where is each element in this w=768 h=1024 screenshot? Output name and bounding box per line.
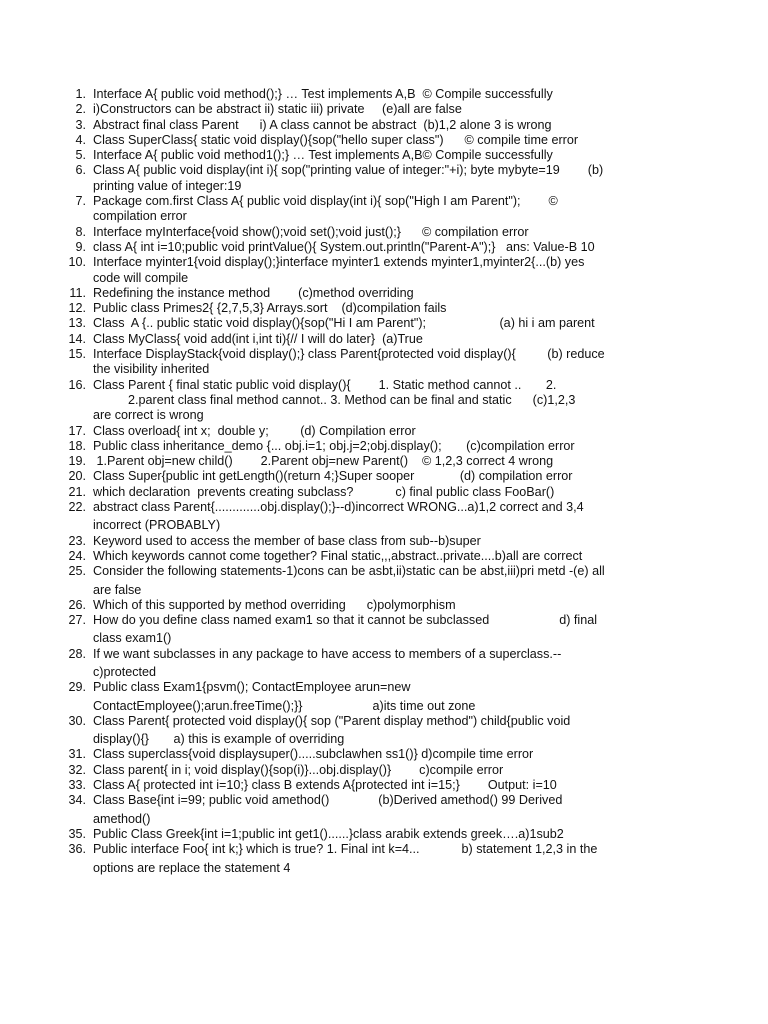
- item-text-line: Interface A{ public void method();} … Test implements A,B © Compile successfully: [93, 87, 553, 101]
- list-item: [0, 534, 768, 549]
- item-number: 34.: [68, 793, 86, 808]
- list-item: [0, 454, 768, 469]
- list-item: [0, 148, 768, 163]
- list-item: [0, 316, 768, 331]
- item-number: 31.: [68, 747, 86, 762]
- list-item: [0, 500, 768, 534]
- item-text-line: which declaration prevents creating subclass? c) final public class FooBar(): [93, 484, 555, 499]
- qa-list: [0, 87, 768, 876]
- item-number: 18.: [68, 438, 86, 453]
- item-text-line: code will compile: [93, 270, 189, 285]
- list-item: [0, 102, 768, 117]
- item-number: 15.: [68, 347, 86, 362]
- list-item: [0, 485, 768, 500]
- item-text-line: If we want subclasses in any package to have access to members of a superclass.--: [93, 646, 562, 661]
- item-text-line: options are replace the statement 4: [93, 860, 291, 875]
- item-text-line: Class Base{int i=99; public void amethod() (b)Derived amethod() 99 Derived: [93, 793, 563, 808]
- item-text-line: Public class Primes2{ {2,7,5,3} Arrays.sort (d)compilation fails: [93, 301, 447, 316]
- item-number: 29.: [68, 680, 86, 695]
- item-text-line: Interface myinter1{void display();}interface myinter1 extends myinter1,myinter2{...(b) yes: [93, 255, 585, 270]
- item-text-line: Class superclass{void displaysuper().....subclawhen ss1()} d)compile time error: [93, 747, 534, 762]
- list-item: [0, 598, 768, 613]
- item-number: 3.: [75, 117, 86, 132]
- list-item: [0, 347, 768, 378]
- item-text-line: ContactEmployee();arun.freeTime();}} a)its time out zone: [93, 698, 476, 713]
- item-text-line: Consider the following statements-1)cons can be asbt,ii)static can be abst,iii)pri metd -(e) all: [93, 564, 605, 579]
- item-text-line: incorrect (PROBABLY): [93, 518, 221, 533]
- item-text-line: printing value of integer:19: [93, 178, 242, 193]
- list-item: [0, 133, 768, 148]
- list-item: [0, 647, 768, 681]
- item-text-line: Class A{ protected int i=10;} class B extends A{protected int i=15;} Output: i=10: [93, 778, 557, 793]
- item-number: 5.: [75, 148, 86, 163]
- list-item: [0, 827, 768, 842]
- item-text-line: abstract class Parent{.............obj.display();}--d)incorrect WRONG...a)1,2 correct and 3,4: [93, 500, 584, 515]
- item-number: 4.: [75, 132, 86, 147]
- item-text-line: the visibility inherited: [93, 362, 210, 377]
- item-text-line: Class Parent{ protected void display(){ sop ("Parent display method") child{public void: [93, 713, 571, 728]
- item-number: 20.: [68, 469, 86, 484]
- item-number: 21.: [68, 484, 86, 499]
- item-text-line: Package com.first Class A{ public void display(int i){ sop("High I am Parent"); ©: [93, 194, 558, 209]
- item-number: 12.: [68, 301, 86, 316]
- item-text-line: class A{ int i=10;public void printValue(){ System.out.println("Parent-A");} ans: Value-B 10: [93, 239, 595, 254]
- item-text-line: c)protected: [93, 664, 156, 679]
- item-number: 26.: [68, 597, 86, 612]
- item-text-line: Class Super{public int getLength()(return 4;}Super sooper (d) compilation error: [93, 469, 573, 484]
- item-text-line: class exam1(): [93, 631, 172, 646]
- item-text-line: Class MyClass{ void add(int i,int ti){// I will do later} (a)True: [93, 331, 423, 346]
- item-text-line: Keyword used to access the member of base class from sub--b)super: [93, 533, 481, 548]
- item-number: 30.: [68, 713, 86, 728]
- item-text-line: Interface myInterface{void show();void set();void just();} © compilation error: [93, 224, 529, 239]
- item-number: 17.: [68, 423, 86, 438]
- list-item: [0, 549, 768, 564]
- list-item: [0, 763, 768, 778]
- item-text-line: Class parent{ in i; void display(){sop(i)}...obj.display()} c)compile error: [93, 762, 504, 777]
- list-item: [0, 424, 768, 439]
- item-text-line: Redefining the instance method (c)method overriding: [93, 285, 414, 300]
- item-text-line: Public class inheritance_demo {... obj.i=1; obj.j=2;obj.display(); (c)compilation error: [93, 438, 575, 453]
- item-text-line: are false: [93, 582, 142, 597]
- item-number: 33.: [68, 778, 86, 793]
- item-number: 19.: [68, 454, 86, 469]
- item-text-line: Interface A{ public void method1();} … Test implements A,B© Compile successfully: [93, 148, 553, 163]
- item-number: 7.: [75, 194, 86, 209]
- list-item: [0, 564, 768, 598]
- item-text-line: 1.Parent obj=new child() 2.Parent obj=new Parent() © 1,2,3 correct 4 wrong: [93, 454, 554, 469]
- item-text-line: Class Parent { final static public void display(){ 1. Static method cannot .. 2.: [93, 377, 557, 392]
- item-number: 6.: [75, 163, 86, 178]
- item-text-line: Class A{ public void display(int i){ sop("printing value of integer:"+i); byte mybyte=19 (b): [93, 163, 604, 178]
- item-text-line: display(){} a) this is example of overriding: [93, 732, 345, 747]
- item-text-line: Interface DisplayStack{void display();} class Parent{protected void display(){ (b) reduce: [93, 347, 605, 362]
- item-text-line: How do you define class named exam1 so that it cannot be subclassed d) final: [93, 613, 598, 628]
- list-item: [0, 225, 768, 240]
- list-item: [0, 680, 768, 714]
- item-number: 9.: [75, 239, 86, 254]
- list-item: [0, 301, 768, 316]
- item-text-line: compilation error: [93, 209, 187, 224]
- item-number: 28.: [68, 646, 86, 661]
- item-number: 36.: [68, 842, 86, 857]
- list-item: [0, 194, 768, 225]
- item-number: 2.: [75, 102, 86, 117]
- list-item: [0, 778, 768, 793]
- item-number: 1.: [75, 87, 86, 101]
- item-number: 13.: [68, 316, 86, 331]
- item-number: 11.: [69, 285, 86, 300]
- list-item: [0, 240, 768, 255]
- item-number: 32.: [68, 762, 86, 777]
- list-item: [0, 332, 768, 347]
- list-item: [0, 286, 768, 301]
- item-number: 10.: [68, 255, 86, 270]
- item-text-line: Which keywords cannot come together? Final static,,,abstract..private....b)all are correct: [93, 548, 583, 563]
- item-text-line: Public interface Foo{ int k;} which is true? 1. Final int k=4... b) statement 1,2,3 in the: [93, 842, 598, 857]
- item-text-line: Which of this supported by method overriding c)polymorphism: [93, 597, 456, 612]
- list-item: [0, 793, 768, 827]
- list-item: [0, 118, 768, 133]
- item-number: 23.: [68, 533, 86, 548]
- item-text-line: Abstract final class Parent i) A class cannot be abstract (b)1,2 alone 3 is wrong: [93, 117, 552, 132]
- item-number: 24.: [68, 548, 86, 563]
- item-text-line: Class SuperClass{ static void display(){sop("hello super class") © compile time error: [93, 132, 579, 147]
- item-number: 16.: [68, 377, 86, 392]
- item-text-line: amethod(): [93, 811, 151, 826]
- item-number: 35.: [68, 826, 86, 841]
- item-number: 25.: [68, 564, 86, 579]
- list-item: [0, 469, 768, 484]
- list-item: [0, 439, 768, 454]
- list-item: [0, 255, 768, 286]
- list-item: [0, 714, 768, 748]
- item-text-line: i)Constructors can be abstract ii) static iii) private (e)all are false: [93, 102, 462, 117]
- item-text-line: Class A {.. public static void display(){sop("Hi I am Parent"); (a) hi i am parent: [93, 316, 595, 331]
- item-text-line: Public Class Greek{int i=1;public int get1()......}class arabik extends greek….a)1sub2: [93, 826, 564, 841]
- item-number: 27.: [68, 613, 86, 628]
- list-item: [0, 747, 768, 762]
- item-number: 22.: [68, 500, 86, 515]
- item-text-line: Class overload{ int x; double y; (d) Compilation error: [93, 423, 416, 438]
- item-text-line: are correct is wrong: [93, 408, 204, 423]
- list-item: [0, 163, 768, 194]
- list-item: [0, 613, 768, 647]
- item-number: 14.: [68, 331, 86, 346]
- item-text-line: 2.parent class final method cannot.. 3. Method can be final and static (c)1,2,3: [93, 392, 576, 407]
- list-item: [0, 378, 768, 424]
- list-item: [0, 87, 768, 102]
- item-number: 8.: [75, 224, 86, 239]
- item-text-line: Public class Exam1{psvm(); ContactEmployee arun=new: [93, 680, 411, 695]
- list-item: [0, 842, 768, 876]
